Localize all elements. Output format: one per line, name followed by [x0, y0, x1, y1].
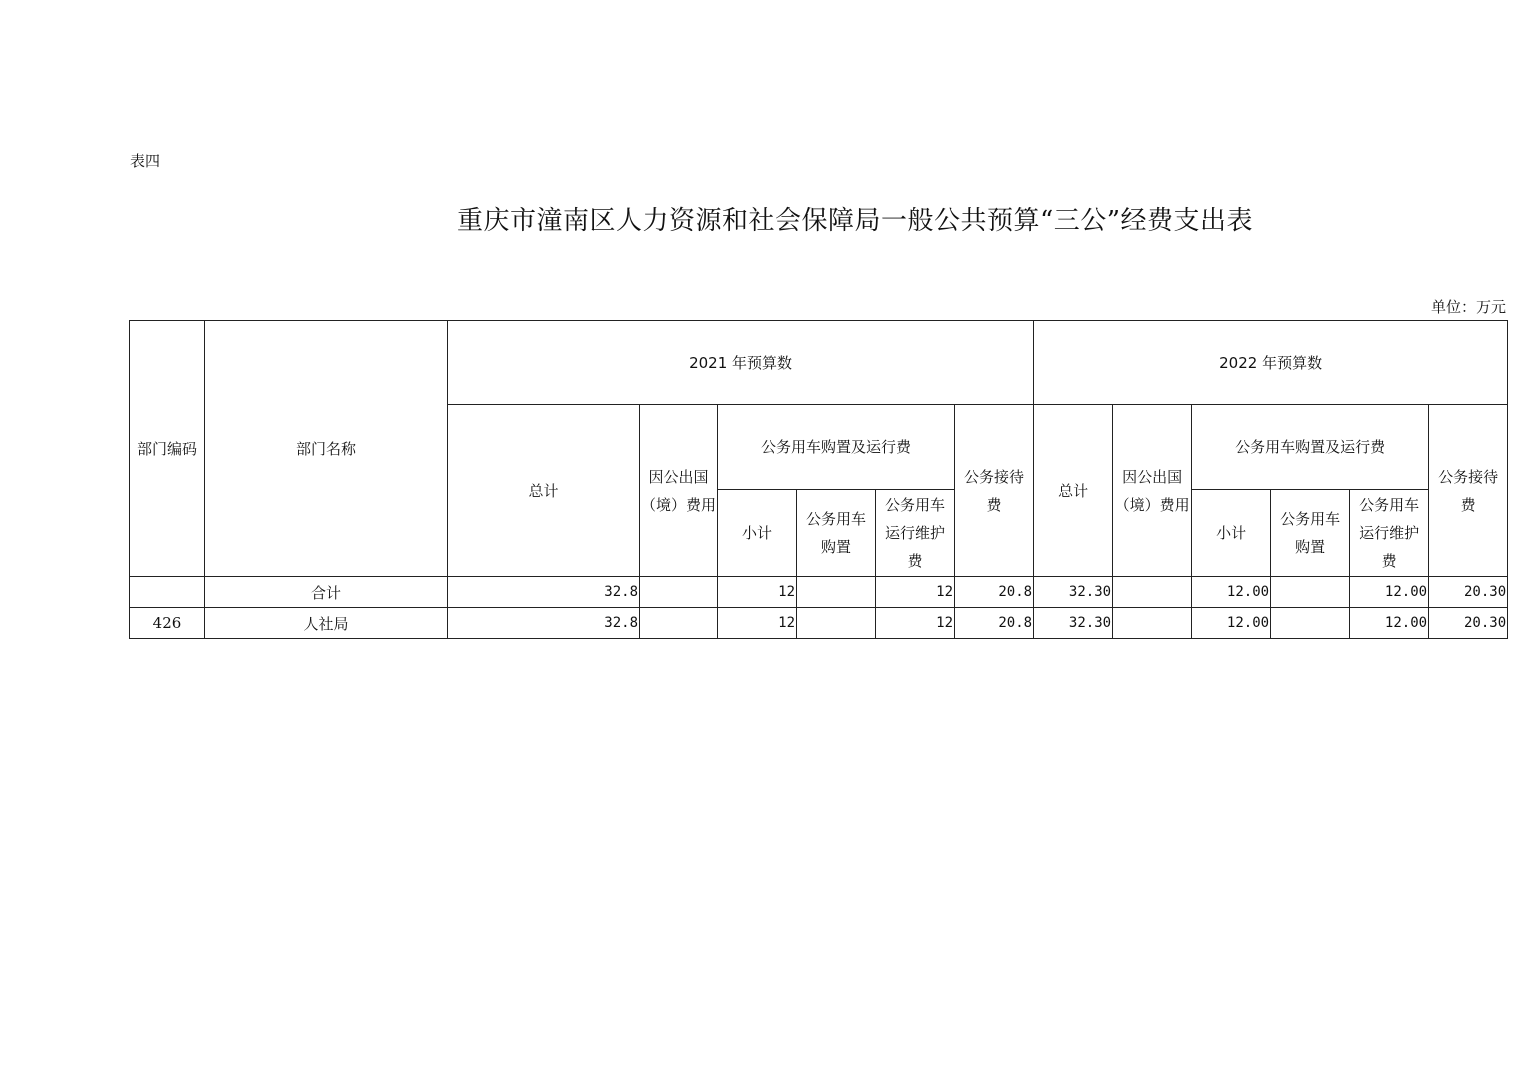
header-2021-budget: 2021 年预算数 [448, 321, 1034, 405]
header-2022-reception [1429, 405, 1508, 577]
cell-2022-car-running: 12.00 [1350, 577, 1429, 608]
header-row-years [130, 321, 1508, 405]
cell-2021-subtotal: 12 [718, 577, 797, 608]
header-2022-total: 总计 [1034, 405, 1113, 577]
header-2022-car-purchase [1271, 490, 1350, 577]
header-2022-reception-line2: 费 [1460, 495, 1476, 514]
cell-2021-abroad [640, 577, 718, 608]
header-2022-car-running [1350, 490, 1429, 577]
cell-2022-car-running: 12.00 [1350, 608, 1429, 639]
header-2021-car-running-line3: 费 [907, 552, 923, 570]
cell-2022-total: 32.30 [1034, 577, 1113, 608]
three-public-expenses-table [129, 320, 1508, 639]
header-2022-abroad-line1: 因公出国 [1122, 467, 1183, 486]
document-title: 重庆市潼南区人力资源和社会保障局一般公共预算“三公”经费支出表 [456, 206, 1254, 236]
header-dept-code: 部门编码 [130, 321, 205, 577]
header-2021-reception-line1: 公务接待 [964, 467, 1025, 486]
header-2022-car-purchase-line1: 公务用车 [1280, 510, 1341, 528]
header-2021-car-running-line1: 公务用车 [884, 496, 945, 514]
cell-2022-subtotal: 12.00 [1192, 608, 1271, 639]
header-2022-subtotal: 小计 [1192, 490, 1271, 577]
unit-label: 单位：万元 [1430, 298, 1506, 316]
cell-2022-car-purchase [1271, 577, 1350, 608]
header-2022-car-group: 公务用车购置及运行费 [1192, 405, 1429, 490]
header-2021-abroad-line2: （境）费用 [640, 495, 716, 514]
table-row [130, 608, 1508, 639]
header-2021-car-purchase [797, 490, 876, 577]
cell-2022-abroad [1113, 577, 1192, 608]
header-2022-abroad-line2: （境）费用 [1114, 495, 1190, 514]
cell-2022-reception: 20.30 [1429, 608, 1508, 639]
cell-2022-car-purchase [1271, 608, 1350, 639]
cell-2021-reception: 20.8 [955, 608, 1034, 639]
cell-2022-reception: 20.30 [1429, 577, 1508, 608]
cell-dept-code [130, 577, 205, 608]
header-2021-subtotal: 小计 [718, 490, 797, 577]
cell-2021-car-purchase [797, 608, 876, 639]
header-2021-reception [955, 405, 1034, 577]
header-2022-car-running-line1: 公务用车 [1359, 496, 1420, 514]
header-2021-abroad-line1: 因公出国 [648, 467, 709, 486]
cell-2021-subtotal: 12 [718, 608, 797, 639]
cell-dept-code: 426 [130, 608, 205, 639]
cell-2021-reception: 20.8 [955, 577, 1034, 608]
header-2022-budget: 2022 年预算数 [1034, 321, 1508, 405]
cell-dept-name: 合计 [205, 577, 448, 608]
cell-2021-car-purchase [797, 577, 876, 608]
cell-2021-total: 32.8 [448, 577, 640, 608]
cell-2022-subtotal: 12.00 [1192, 577, 1271, 608]
header-2021-reception-line2: 费 [986, 495, 1002, 514]
header-2021-car-purchase-line2: 购置 [820, 538, 851, 556]
cell-2021-total: 32.8 [448, 608, 640, 639]
cell-2022-abroad [1113, 608, 1192, 639]
header-2022-car-purchase-line2: 购置 [1295, 538, 1326, 556]
header-2022-reception-line1: 公务接待 [1438, 467, 1499, 486]
cell-2021-abroad [640, 608, 718, 639]
header-2022-car-running-line2: 运行维护 [1359, 524, 1420, 542]
header-dept-name: 部门名称 [205, 321, 448, 577]
header-2021-car-running-line2: 运行维护 [884, 524, 945, 542]
header-2021-car-running [876, 490, 955, 577]
header-2021-car-purchase-line1: 公务用车 [805, 510, 866, 528]
table-row-total [130, 577, 1508, 608]
cell-dept-name: 人社局 [205, 608, 448, 639]
table-number-label: 表四 [130, 152, 161, 170]
header-2022-car-running-line3: 费 [1381, 552, 1397, 570]
header-2021-abroad [640, 405, 718, 577]
cell-2022-total: 32.30 [1034, 608, 1113, 639]
header-2021-car-group: 公务用车购置及运行费 [718, 405, 955, 490]
header-2021-total: 总计 [448, 405, 640, 577]
cell-2021-car-running: 12 [876, 577, 955, 608]
header-2022-abroad [1113, 405, 1192, 577]
cell-2021-car-running: 12 [876, 608, 955, 639]
